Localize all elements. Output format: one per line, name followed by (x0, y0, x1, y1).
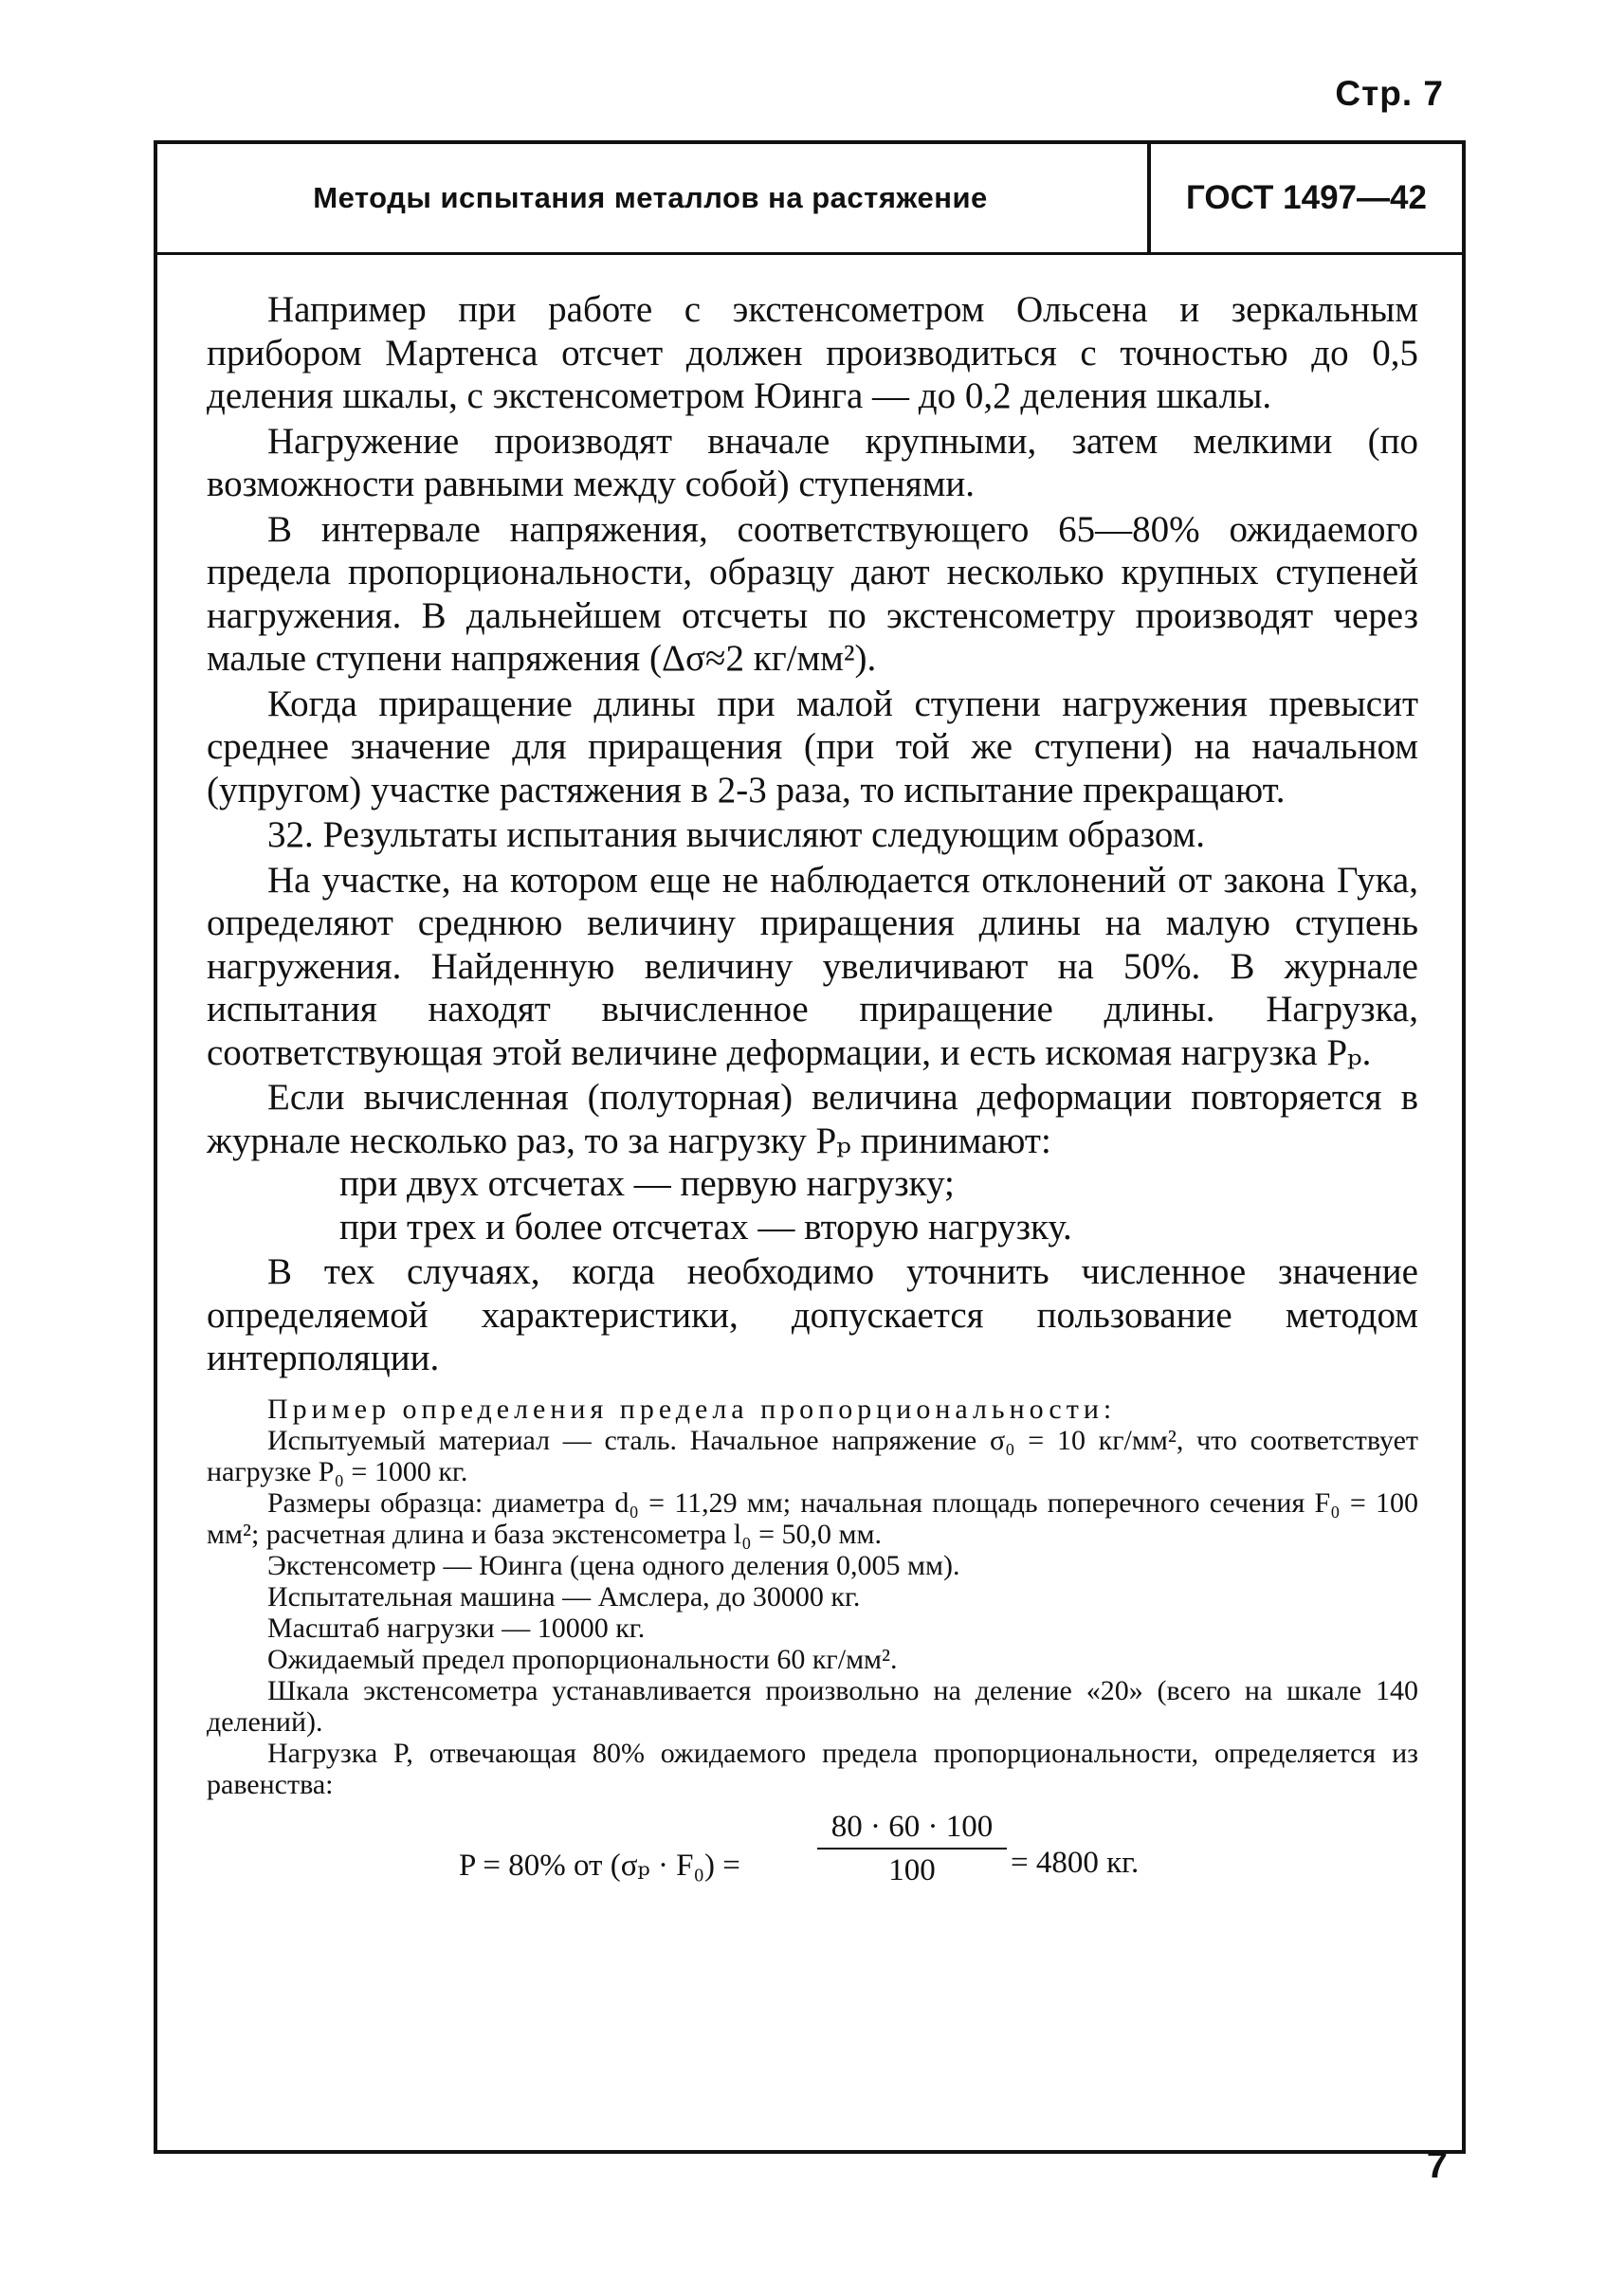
main-text (207, 288, 1418, 1893)
fraction-bar (817, 1848, 1007, 1850)
paragraph-5: 32. Результаты испытания вычисляют следующим образом. (267, 814, 1206, 855)
formula-left: P = 80% от (σₚ · F₀) = (459, 1848, 740, 1883)
example-line-4: Испытательная машина — Амслера, до 30000 кг. (267, 1580, 861, 1613)
load-formula (207, 1808, 1418, 1893)
paragraph-8: В тех случаях, когда необходимо уточнить численное значение определяемой характеристики, допускается пользование методом интерполяции. (207, 1251, 1418, 1378)
formula-numerator: 80 · 60 · 100 (830, 1809, 994, 1844)
paragraph-6: На участке, на котором еще не наблюдается отклонений от закона Гука, определяют среднюю величину приращения длины на малую ступень нагружения. Найденную величину увеличивают на 50%. В журнале испытания находят вычисленное приращение длины. Нагрузка, соответствующая этой величине деформации, и есть искомая нагрузка Pₚ. (207, 859, 1418, 1073)
standard-code: ГОСТ 1497—42 (1186, 179, 1427, 216)
example-line-5: Масштаб нагрузки — 10000 кг. (267, 1612, 646, 1644)
example-line-1: Испытуемый материал — сталь. Начальное напряжение σ₀ = 10 кг/мм², что соответствует нагрузке P₀ = 1000 кг. (207, 1424, 1418, 1487)
formula-fraction (817, 1808, 1007, 1887)
paragraph-4: Когда приращение длины при малой ступени нагружения превысит среднее значение для приращения (при той же ступени) на начальном (упругом) участке растяжения в 2-3 раза, то испытание прекращают. (207, 683, 1418, 811)
example-heading: Пример определения предела пропорциональности: (267, 1393, 1117, 1425)
document-header (154, 140, 1462, 255)
example-line-3: Экстенсометр — Юинга (цена одного деления 0,005 мм). (267, 1549, 960, 1581)
example-line-2: Размеры образца: диаметра d₀ = 11,29 мм; начальная площадь поперечного сечения F₀ = 100 мм²; расчетная длина и база экстенсометра l₀ = 50,0 мм. (207, 1486, 1419, 1550)
paragraph-2: Нагружение производят вначале крупными, затем мелкими (по возможности равными между собой) ступенями. (207, 420, 1418, 504)
header-title: Методы испытания металлов на растяжение (313, 181, 988, 214)
example-line-7: Шкала экстенсометра устанавливается произвольно на деление «20» (всего на шкале 140 делений). (207, 1674, 1418, 1738)
formula-right: = 4800 кг. (1011, 1845, 1140, 1880)
formula-denominator: 100 (888, 1852, 936, 1887)
example-line-8: Нагрузка P, отвечающая 80% ожидаемого предела пропорциональности, определяется из равенства: (207, 1737, 1418, 1800)
paragraph-1: Например при работе с экстенсометром Ольсена и зеркальным прибором Мартенса отсчет должен производиться с точностью до 0,5 деления шкалы, с экстенсометром Юинга — до 0,2 деления шкалы. (207, 289, 1418, 416)
paragraph-7: Если вычисленная (полуторная) величина деформации повторяется в журнале несколько раз, то за нагрузку Pₚ принимают: (207, 1077, 1418, 1161)
top-page-label: Стр. 7 (1335, 74, 1444, 113)
case-three-readings: при трех и более отсчетах — вторую нагрузку. (339, 1206, 1072, 1248)
bottom-page-number: 7 (1426, 2144, 1448, 2186)
example-line-6: Ожидаемый предел пропорциональности 60 кг/мм². (267, 1643, 898, 1675)
case-two-readings: при двух отсчетах — первую нагрузку; (339, 1163, 955, 1204)
paragraph-3: В интервале напряжения, соответствующего 65—80% ожидаемого предела пропорциональности, образцу дают несколько крупных ступеней нагружения. В дальнейшем отсчеты по экстенсометру производят через малые ступени напряжения (Δσ≈2 кг/мм²). (207, 508, 1418, 679)
